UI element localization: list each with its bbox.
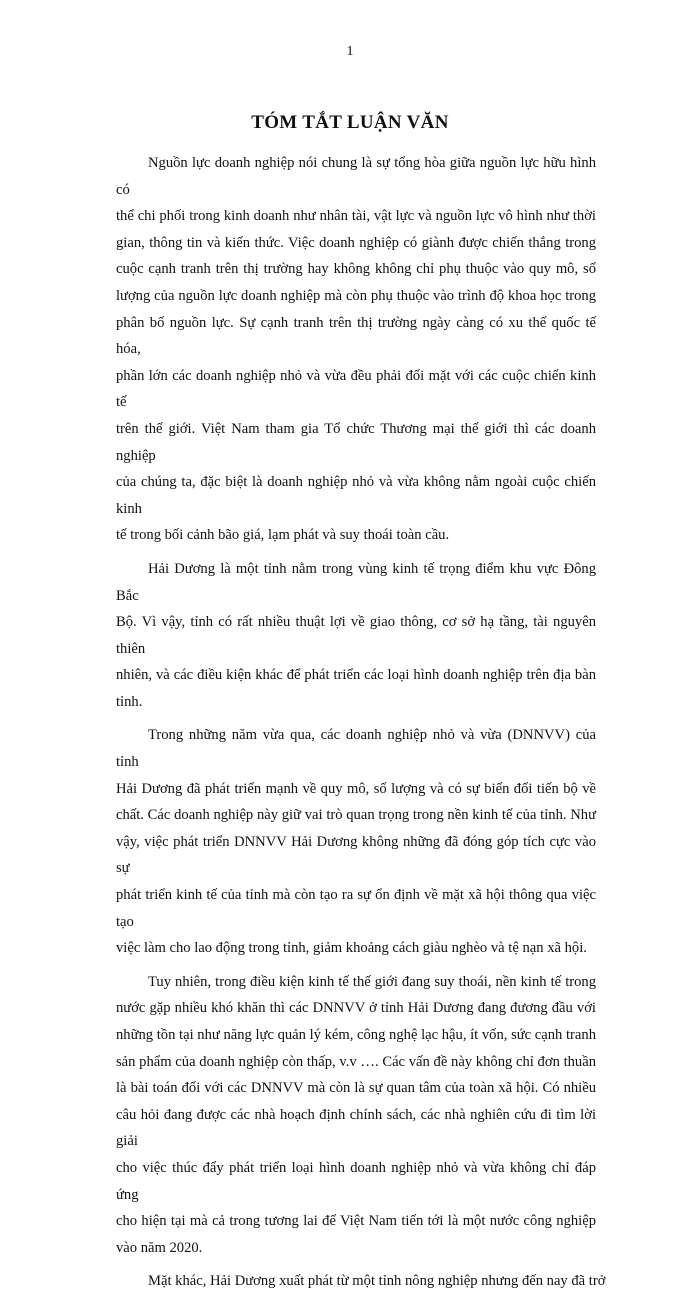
- paragraph: [116, 969, 596, 1262]
- text-line: Nguồn lực doanh nghiệp nói chung là sự tổng hòa giữa nguồn lực hữu hình có: [116, 155, 596, 198]
- text-line: trên thế giới. Việt Nam tham gia Tổ chức Thương mại thế giới thì các doanh nghiệp: [116, 420, 596, 464]
- text-line: Hải Dương đã phát triển mạnh về quy mô, số lượng và có sự biến đổi tiến bộ về: [116, 780, 596, 797]
- text-line: của chúng ta, đặc biệt là doanh nghiệp nhỏ và vừa không nằm ngoài cuộc chiến kinh: [116, 474, 596, 517]
- text-line: vào năm 2020.: [116, 1239, 203, 1256]
- text-line: Bộ. Vì vậy, tỉnh có rất nhiều thuật lợi về giao thông, cơ sở hạ tầng, tài nguyên thiên: [116, 614, 596, 657]
- text-line: nhiên, và các điều kiện khác để phát triển các loại hình doanh nghiệp trên địa bàn: [116, 667, 596, 684]
- text-line: là bài toán đối với các DNNVV mà còn là sự quan tâm của toàn xã hội. Có nhiều: [116, 1080, 596, 1097]
- text-line: cho hiện tại mà cả trong tương lai để Việt Nam tiến tới là một nước công nghiệp: [116, 1213, 596, 1230]
- text-line: câu hỏi đang được các nhà hoạch định chính sách, các nhà nghiên cứu đi tìm lời giải: [116, 1106, 596, 1150]
- text-line: Hải Dương là một tỉnh nằm trong vùng kinh tế trọng điểm khu vực Đông Bắc: [116, 560, 596, 604]
- text-line: sản phẩm của doanh nghiệp còn thấp, v.v …. Các vấn đề này không chỉ đơn thuần: [116, 1053, 596, 1070]
- page-number: 1: [346, 44, 354, 59]
- text-line: cho việc thúc đẩy phát triển loại hình doanh nghiệp nhỏ và vừa không chỉ đáp ứng: [116, 1159, 596, 1203]
- text-line: thể chi phối trong kinh doanh như nhân tài, vật lực và nguồn lực vô hình như thời: [116, 208, 596, 225]
- text-line: tỉnh.: [116, 693, 143, 710]
- document-title: TÓM TẮT LUẬN VĂN: [251, 112, 449, 133]
- text-line: lượng của nguồn lực doanh nghiệp mà còn phụ thuộc vào trình độ khoa học trong: [116, 287, 596, 304]
- text-line: Mặt khác, Hải Dương xuất phát từ một tỉnh nông nghiệp nhưng đến nay đã trở: [148, 1273, 606, 1290]
- text-line: cuộc cạnh tranh trên thị trường hay không không chỉ phụ thuộc vào quy mô, số: [116, 261, 596, 278]
- text-line: việc làm cho lao động trong tỉnh, giảm khoảng cách giàu nghèo và tệ nạn xã hội.: [116, 940, 587, 957]
- document-body: [116, 150, 606, 1302]
- text-line: Trong những năm vừa qua, các doanh nghiệp nhỏ và vừa (DNNVV) của tỉnh: [116, 727, 596, 771]
- paragraph: [116, 556, 596, 716]
- text-line: chất. Các doanh nghiệp này giữ vai trò quan trọng trong nền kinh tế của tỉnh. Như: [116, 807, 596, 824]
- text-line: phát triển kinh tế của tỉnh mà còn tạo ra sự ổn định về mặt xã hội thông qua việc tạo: [116, 887, 596, 930]
- text-line: nước gặp nhiều khó khăn thì các DNNVV ở tỉnh Hải Dương đang đương đầu với: [116, 1000, 596, 1017]
- text-line: Tuy nhiên, trong điều kiện kinh tế thế giới đang suy thoái, nền kinh tế trong: [148, 973, 596, 990]
- paragraph: [116, 1268, 606, 1295]
- text-line: những tồn tại như năng lực quản lý kém, công nghệ lạc hậu, ít vốn, sức cạnh tranh: [116, 1027, 596, 1043]
- text-line: vậy, việc phát triển DNNVV Hải Dương không những đã đóng góp tích cực vào sự: [116, 833, 596, 877]
- paragraph: [116, 150, 596, 549]
- text-line: phần lớn các doanh nghiệp nhỏ và vừa đều phải đối mặt với các cuộc chiến kinh tế: [116, 367, 596, 411]
- text-line: gian, thông tin và kiến thức. Việc doanh nghiệp có giành được chiến thắng trong: [116, 234, 596, 251]
- text-line: phân bố nguồn lực. Sự cạnh tranh trên thị trường ngày càng có xu thế quốc tế hóa,: [116, 314, 596, 358]
- text-line: tế trong bối cảnh bão giá, lạm phát và suy thoái toàn cầu.: [116, 527, 450, 544]
- paragraph: [116, 722, 596, 961]
